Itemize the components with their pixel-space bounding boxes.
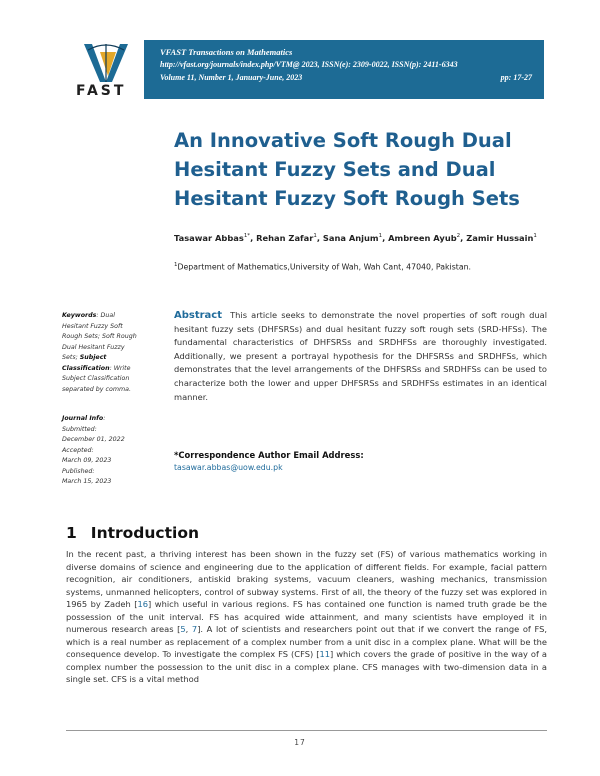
paper-title: An Innovative Soft Rough Dual Hesitant Fuzzy Sets and Dual Hesitant Fuzzy Soft Rough Sets <box>174 129 520 210</box>
correspondence-email-link[interactable]: tasawar.abbas@uow.edu.pk <box>174 463 283 472</box>
author-name: Ambreen Ayub <box>388 233 457 243</box>
subject-text: Subject Classification <box>62 375 130 382</box>
citation-link[interactable]: 11 <box>319 649 330 660</box>
subject-label: Classification <box>62 364 110 372</box>
affiliation <box>174 262 471 272</box>
author-affil-mark: 1 <box>313 233 317 240</box>
keywords-text: Sets; <box>62 354 80 361</box>
journal-header-band <box>144 40 544 99</box>
keywords-label: Keywords <box>62 312 97 319</box>
journal-info-colon: : <box>103 415 106 422</box>
body-text: ]. A lot of scientists and researchers point out that if we convert the range of FS, which is a real number as replacement of a complex number from a unit disc in a complex plane. What will be the consequence develop. To investigate the complex FS (CFS) [ <box>66 624 547 660</box>
keywords-text: Rough Sets; Soft Rough <box>62 333 137 340</box>
subject-label: Subject <box>79 354 107 361</box>
logo-wordmark: FAST <box>76 83 127 99</box>
journal-info-line: March 09, 2023 <box>62 457 112 464</box>
affiliation-mark: 1 <box>174 262 178 268</box>
journal-info-line: Accepted: <box>62 446 94 454</box>
author-list: Tasawar Abbas$^{1*}$, Rehan Zafar$^1$, Sana Anjum$^1$, Ambreen Ayub$^2$, Zamir Hussain$^1$ <box>174 233 537 243</box>
vfast-logo-icon <box>70 42 148 84</box>
journal-url-issn: http://vfast.org/journals/index.php/VTM@ 2023, ISSN(e): 2309-0022, ISSN(p): 2411-6343 <box>160 60 458 69</box>
introduction-paragraph <box>66 548 547 686</box>
section-title: Introduction <box>90 524 200 542</box>
author-name: Sana Anjum <box>322 233 379 243</box>
page-range: pp: 17-27 <box>500 73 532 82</box>
abstract-text: This article seeks to demonstrate the novel properties of soft rough dual hesitant fuzzy sets (DHFSRSs) and dual hesitant fuzzy soft rough sets (SRD-HFSs). The fundamental characteristics of DHFSRSs and SRDHFSs are thoroughly investigated. Additionally, we present a portrayal hypothesis for the DHFSRSs and SRDHFSs, which demonstrates that the level arrangements of the DHFSRSs and SRDHFSs can be used to characterize both the lower and upper DHFSRSs and SRDHFSs estimates in an identical manner. <box>174 310 547 402</box>
abstract-label: Abstract <box>174 310 223 321</box>
author-affil-mark: 1* <box>243 233 251 240</box>
keywords-text: Hesitant Fuzzy Soft <box>62 322 123 330</box>
author-affil-mark: 1 <box>533 233 537 240</box>
journal-info-line: Submitted: <box>62 425 97 433</box>
footer-divider <box>66 730 547 731</box>
page-number: 17 <box>294 738 306 747</box>
journal-info-line: December 01, 2022 <box>62 436 125 443</box>
journal-info-line: March 15, 2023 <box>62 478 112 485</box>
subject-text: : Write <box>109 364 131 372</box>
journal-info-sidebar <box>62 414 152 488</box>
journal-info-label: Journal Info <box>62 415 104 422</box>
journal-name: VFAST Transactions on Mathematics <box>160 47 293 57</box>
author-name: Zamir Hussain <box>466 233 534 243</box>
correspondence-title: *Correspondence Author Email Address: <box>174 450 364 460</box>
subject-text: separated by comma. <box>62 385 131 393</box>
citation-link[interactable]: 7 <box>191 624 198 635</box>
author-affil-mark: 2 <box>456 233 461 240</box>
body-text: ] which useful in various regions. FS has contained one function is named truth grade be the possession of the unit interval. FS has acquired wide attainment, and many scientists have employed it in numerous research areas [ <box>66 599 547 635</box>
author-affil-mark: 1 <box>378 233 383 240</box>
section-heading <box>66 524 199 542</box>
affiliation-text: Department of Mathematics,University of Wah, Wah Cant, 47040, Pakistan. <box>177 262 472 272</box>
abstract <box>174 309 547 404</box>
keywords-text: Dual Hesitant Fuzzy <box>62 343 125 351</box>
keywords-text: : Dual <box>96 312 115 319</box>
journal-info-line: Published: <box>62 467 95 475</box>
keywords-sidebar <box>62 311 152 395</box>
section-number: 1 <box>66 524 77 542</box>
citation-link[interactable]: 5 <box>180 624 186 635</box>
journal-volume: Volume 11, Number 1, January-June, 2023 <box>160 73 303 82</box>
author-name: Rehan Zafar <box>256 233 314 243</box>
body-text: In the recent past, a thriving interest has been shown in the fuzzy set (FS) of various mathematics working in diverse domains of science and engineering due to the application of different fields. For example, facial pattern recognition, air conditioners, antiskid braking systems, vacuum cleaners, washing mechanics, transmission systems, unmanned helicopters, control of subway systems. First of all, the theory of the fuzzy set was explored in 1965 by Zadeh [ <box>66 549 547 610</box>
citation-link[interactable]: 16 <box>137 599 149 610</box>
body-text: ] which covers the grade of positive in the way of a complex number the possession to the unit disc in a complex plane. CFS manages with two-dimension data in a single set. CFS is a vital method <box>66 649 547 685</box>
author-name: Tasawar Abbas <box>174 233 244 243</box>
citation-separator: , <box>185 624 192 635</box>
